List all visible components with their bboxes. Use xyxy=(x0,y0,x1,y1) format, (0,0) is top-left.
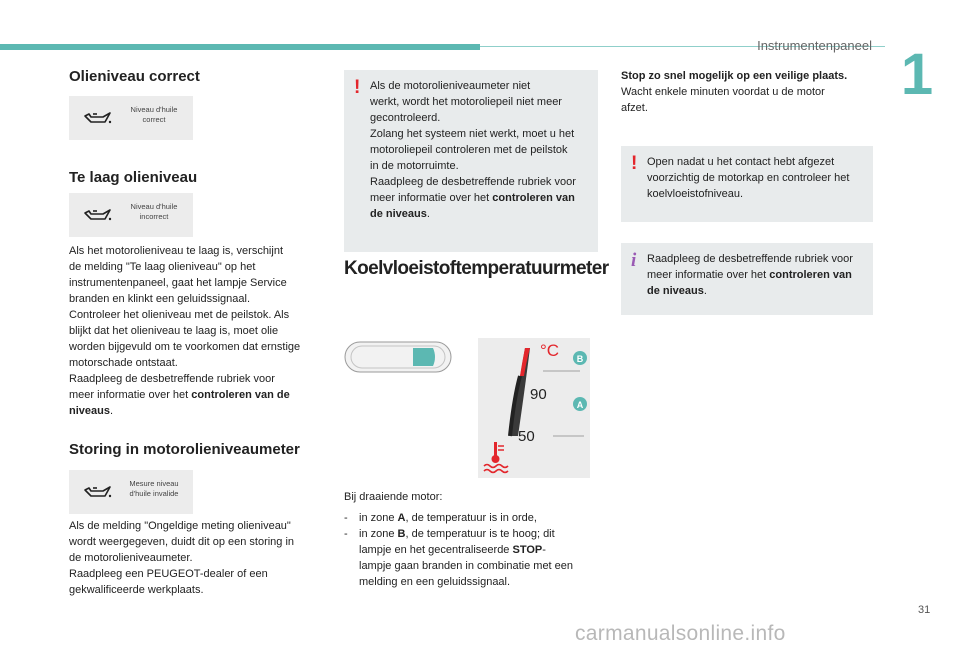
exclamation-icon: ! xyxy=(354,77,361,98)
telltale-message: Mesure niveau d'huile invalide xyxy=(129,479,179,498)
coolant-title: Koelvloeistoftemperatuurmeter xyxy=(344,258,609,279)
oil-correct-title: Olieniveau correct xyxy=(69,68,200,85)
fault-telltale xyxy=(69,470,193,514)
zone-list xyxy=(344,510,604,590)
temperature-gauge-illustration xyxy=(343,340,453,374)
oil-can-icon xyxy=(83,482,113,502)
coolant-temperature-icon xyxy=(484,442,508,473)
info-box xyxy=(621,243,873,315)
oil-can-icon xyxy=(83,108,113,128)
gauge-unit: °C xyxy=(540,341,560,360)
oil-low-text: Als het motorolieniveau te laag is, verschijnt de melding "Te laag olieniveau" op het instrumentenpaneel, gaat het lampje Service branden en klinkt een geluidssignaal. Controleer het olieniveau met de peilstok. Als blijkt dat het olieniveau te laag is, moet olie worden bijgevuld om te voorkomen dat ernstige motorschade ontstaat. Raadpleeg de desbetreffende rubriek voor meer informatie over het controleren van de niveaus. xyxy=(69,245,301,417)
warning-text: Als de motorolieniveaumeter niet werkt, wordt het motoroliepeil niet meer gecontroleerd. Zolang het systeem niet werkt, moet u het motoroliepeil controleren met de peilstok in de motorruimte. Raadpleeg de desbetreffende rubriek voor meer informatie over het controleren van de niveaus. xyxy=(370,80,576,220)
header-accent-bar xyxy=(0,44,480,50)
list-item: - in zone B, de temperatuur is te hoog; dit lampje en het gecentraliseerde STOP- lampje gaan branden in combinatie met een melding en een geluidssignaal. xyxy=(344,526,604,590)
stop-text: Stop zo snel mogelijk op een veilige plaats. Wacht enkele minuten voordat u de motor afzet. xyxy=(621,70,848,114)
oil-gauge-warning-box xyxy=(344,70,598,252)
gauge-mark-low: 50 xyxy=(518,428,535,445)
warning-text: Open nadat u het contact hebt afgezet voorzichtig de motorkap en controleer het koelvloeistofniveau. xyxy=(647,156,850,200)
telltale-message: Niveau d'huile correct xyxy=(130,105,178,124)
info-text: Raadpleeg de desbetreffende rubriek voor meer informatie over het controleren van de niveaus. xyxy=(647,253,853,297)
info-icon: i xyxy=(631,250,637,271)
oil-can-icon xyxy=(83,205,113,225)
chapter-number: 1 xyxy=(900,42,934,107)
gauge-mark-high: 90 xyxy=(530,386,547,403)
running-label: Bij draaiende motor: xyxy=(344,491,443,503)
oil-low-telltale xyxy=(69,193,193,237)
zone-b-label: B xyxy=(576,354,584,364)
list-item: - in zone A, de temperatuur is in orde, xyxy=(344,510,604,526)
temperature-scale-panel xyxy=(478,338,590,478)
running-head: Instrumentenpaneel xyxy=(757,38,872,53)
fault-text: Als de melding "Ongeldige meting olieniveau" wordt weergegeven, duidt dit op een storing in de motorolieniveaumeter. Raadpleeg een PEUGEOT-dealer of een gekwalificeerde werkplaats. xyxy=(69,520,295,596)
oil-correct-telltale xyxy=(69,96,193,140)
page-number: 31 xyxy=(918,604,931,616)
telltale-message: Niveau d'huile incorrect xyxy=(130,202,178,221)
coolant-warning-box xyxy=(621,146,873,222)
watermark: carmanualsonline.info xyxy=(575,622,786,645)
oil-low-title: Te laag olieniveau xyxy=(69,169,198,186)
temperature-scale xyxy=(478,338,590,478)
zone-a-label: A xyxy=(576,400,584,410)
fault-title: Storing in motorolieniveaumeter xyxy=(69,441,300,458)
exclamation-icon: ! xyxy=(631,153,638,174)
